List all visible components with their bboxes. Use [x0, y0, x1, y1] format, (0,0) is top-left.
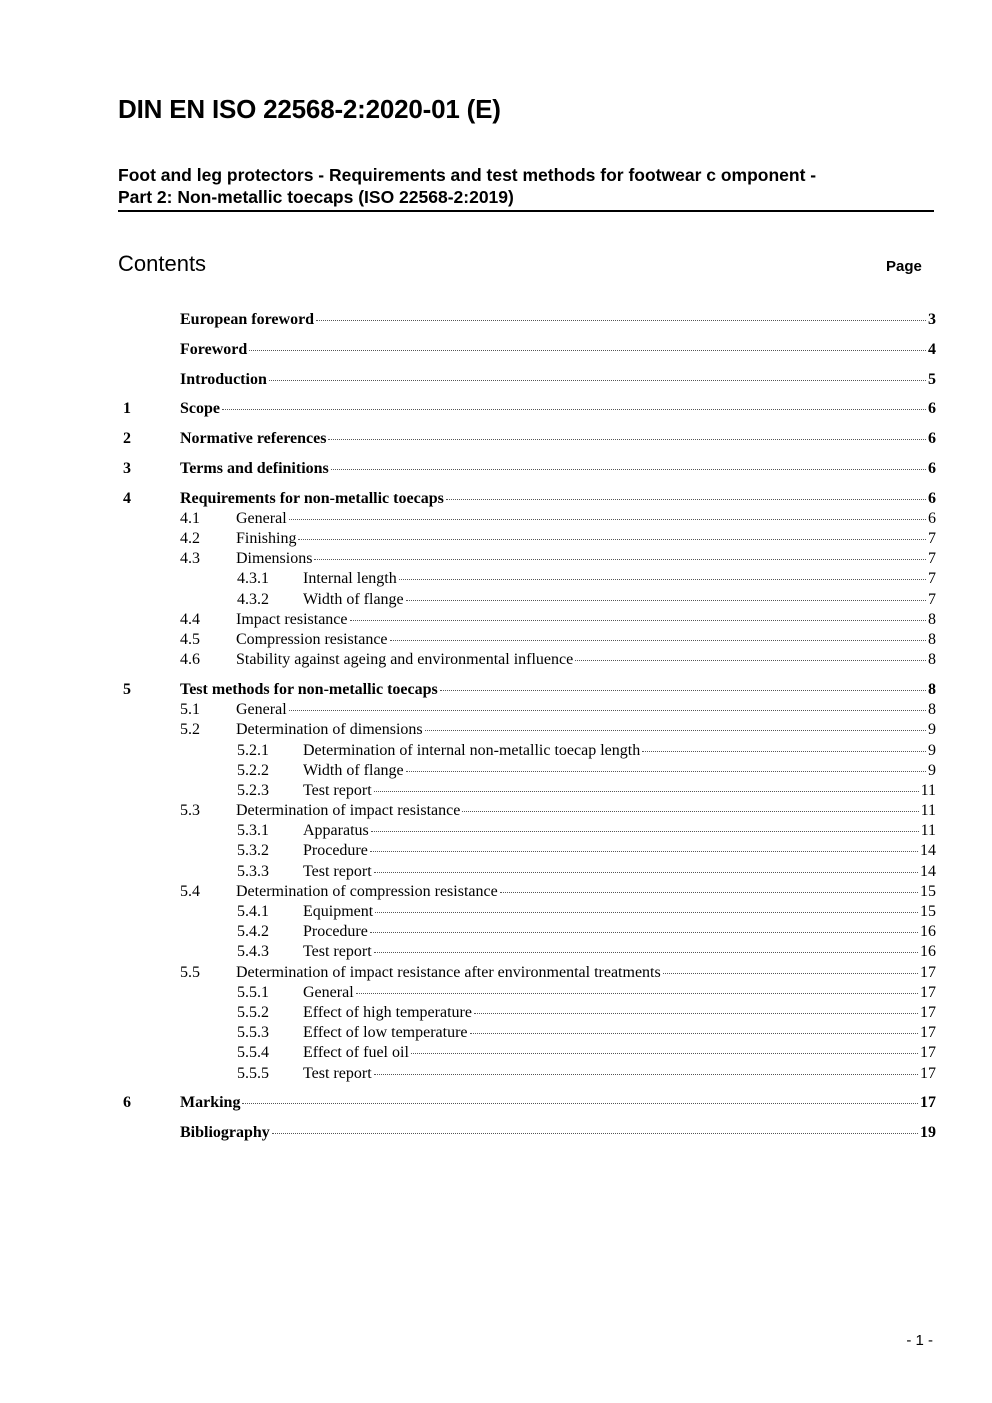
toc-entry-number: 6	[123, 1094, 131, 1112]
toc-entry-page: 9	[928, 741, 936, 759]
toc-entry-title: Determination of dimensions	[236, 721, 423, 739]
toc-entry-page: 6	[928, 400, 936, 418]
toc-entry-number: 5.2	[180, 721, 200, 739]
toc-entry-number: 5.3.3	[237, 862, 269, 880]
toc-leader	[470, 1032, 918, 1034]
toc-leader	[406, 770, 926, 772]
contents-heading: Contents	[118, 251, 207, 276]
toc-leader	[500, 891, 918, 893]
toc-leader	[575, 659, 926, 661]
toc-entry-number: 5.3.1	[237, 822, 269, 840]
document-subtitle	[118, 164, 934, 212]
toc-leader	[371, 830, 919, 832]
table-of-contents	[123, 310, 936, 1143]
toc-leader	[289, 709, 926, 711]
toc-entry-number: 5.4.1	[237, 903, 269, 921]
toc-leader	[222, 408, 926, 410]
toc-entry-title: General	[303, 983, 354, 1001]
toc-leader	[289, 518, 926, 520]
toc-entry-number: 5.5.1	[237, 983, 269, 1001]
toc-entry[interactable]	[123, 1093, 936, 1113]
toc-entry-title: Test report	[303, 781, 372, 799]
toc-entry-title: Bibliography	[180, 1124, 270, 1142]
toc-leader	[374, 871, 918, 873]
toc-entry-page: 17	[920, 1003, 936, 1021]
toc-entry-title: Terms and definitions	[180, 459, 329, 477]
toc-entry-number: 5.5	[180, 963, 200, 981]
toc-leader	[328, 438, 926, 440]
toc-entry-title: Determination of impact resistance after environmental treatments	[236, 963, 661, 981]
toc-entry-page: 17	[920, 1044, 936, 1062]
toc-entry-page: 11	[920, 781, 936, 799]
toc-leader	[375, 911, 918, 913]
toc-leader	[370, 850, 918, 852]
toc-entry[interactable]	[123, 529, 936, 549]
toc-entry-page: 8	[928, 631, 936, 648]
toc-entry[interactable]	[123, 370, 936, 390]
subtitle-line-2: Part 2: Non-metallic toecaps (ISO 22568-2:2019)	[118, 187, 514, 207]
toc-leader	[331, 468, 926, 470]
toc-entry-number: 5.5.5	[237, 1064, 269, 1082]
toc-entry[interactable]	[123, 781, 936, 801]
toc-entry-page: 11	[920, 802, 936, 820]
toc-entry-page: 14	[920, 842, 936, 860]
toc-entry-title: Dimensions	[236, 550, 313, 568]
toc-leader	[298, 538, 926, 540]
toc-entry-title: Normative references	[180, 430, 327, 448]
toc-entry-page: 17	[920, 1094, 936, 1112]
toc-entry[interactable]	[123, 680, 936, 700]
toc-entry-page: 8	[928, 701, 936, 719]
toc-entry[interactable]	[123, 549, 936, 569]
toc-entry-page: 14	[920, 862, 936, 880]
toc-entry-number: 4.6	[180, 651, 200, 669]
toc-leader	[425, 729, 926, 731]
toc-leader	[399, 578, 926, 580]
toc-entry-number: 5.3.2	[237, 842, 269, 860]
toc-entry-title: Finishing	[236, 530, 297, 548]
toc-entry-title: Test report	[303, 943, 372, 961]
toc-entry[interactable]	[123, 801, 936, 821]
toc-leader	[462, 810, 918, 812]
toc-entry-page: 15	[920, 882, 936, 900]
toc-leader	[356, 992, 918, 994]
toc-entry[interactable]	[123, 983, 936, 1003]
toc-entry[interactable]	[123, 590, 936, 610]
toc-entry-page: 17	[920, 1024, 936, 1042]
toc-entry-title: Equipment	[303, 903, 374, 921]
toc-leader	[474, 1012, 918, 1014]
toc-entry-page: 19	[920, 1124, 936, 1142]
toc-entry-page: 17	[920, 963, 936, 981]
toc-leader	[314, 558, 926, 560]
toc-entry-number: 5.2.1	[237, 741, 269, 759]
toc-entry-title: Determination of impact resistance	[236, 802, 461, 820]
toc-entry-title: Effect of fuel oil	[303, 1044, 409, 1062]
toc-leader	[663, 972, 918, 974]
toc-leader	[272, 1132, 918, 1134]
toc-entry-title: Determination of internal non-metallic toecap length	[303, 741, 641, 759]
toc-entry-page: 16	[920, 943, 936, 961]
toc-entry-title: Compression resistance	[236, 631, 388, 648]
toc-entry[interactable]	[123, 310, 936, 330]
toc-entry-title: European foreword	[180, 311, 315, 328]
toc-entry-page: 5	[928, 370, 936, 388]
toc-entry-title: Foreword	[180, 340, 248, 358]
toc-entry-number: 1	[123, 400, 131, 418]
toc-entry[interactable]	[123, 1003, 936, 1023]
toc-leader	[249, 349, 926, 351]
toc-entry-title: Test methods for non-metallic toecaps	[180, 680, 438, 698]
toc-entry-number: 5.5.3	[237, 1024, 269, 1042]
toc-entry-page: 6	[928, 459, 936, 477]
toc-entry[interactable]	[123, 610, 936, 630]
toc-entry[interactable]	[123, 882, 936, 902]
toc-entry-page: 4	[928, 340, 936, 358]
toc-entry-number: 2	[123, 430, 131, 448]
toc-entry-page: 8	[928, 651, 936, 669]
toc-entry-number: 5.1	[180, 701, 200, 719]
toc-entry[interactable]	[123, 1023, 936, 1043]
toc-entry-number: 4.3	[180, 550, 200, 568]
toc-entry-title: Width of flange	[303, 590, 404, 608]
toc-entry-number: 5.2.2	[237, 761, 269, 779]
toc-entry-page: 9	[928, 721, 936, 739]
toc-entry-page: 8	[928, 680, 936, 698]
toc-entry-title: Test report	[303, 862, 372, 880]
toc-entry-title: Test report	[303, 1064, 372, 1082]
toc-entry-number: 4.4	[180, 610, 200, 628]
toc-entry-page: 6	[928, 509, 936, 527]
toc-entry-number: 5	[123, 680, 131, 698]
toc-leader	[374, 1073, 918, 1075]
toc-entry[interactable]	[123, 942, 936, 962]
toc-entry[interactable]	[123, 630, 936, 650]
toc-leader	[411, 1052, 918, 1054]
document-id: DIN EN ISO 22568-2:2020-01 (E)	[118, 94, 501, 124]
toc-entry-title: Stability against ageing and environmental influence	[236, 651, 574, 669]
toc-entry-title: Apparatus	[303, 822, 369, 840]
toc-entry-title: Requirements for non-metallic toecaps	[180, 489, 444, 507]
toc-leader	[374, 790, 919, 792]
toc-entry-title: General	[236, 509, 287, 527]
toc-entry-page: 17	[920, 983, 936, 1001]
toc-entry-number: 5.4.2	[237, 923, 269, 941]
toc-leader	[269, 379, 926, 381]
toc-entry[interactable]	[123, 569, 936, 589]
toc-entry-title: Effect of high temperature	[303, 1003, 472, 1021]
toc-entry[interactable]	[123, 399, 936, 419]
toc-entry[interactable]	[123, 720, 936, 740]
toc-leader	[440, 689, 926, 691]
toc-leader	[350, 619, 927, 621]
toc-entry-title: Determination of compression resistance	[236, 882, 498, 900]
toc-entry-title: Marking	[180, 1094, 241, 1112]
toc-entry-number: 5.2.3	[237, 781, 269, 799]
page-number: - 1 -	[906, 1332, 933, 1349]
toc-leader	[406, 599, 926, 601]
toc-leader	[374, 951, 918, 953]
toc-leader	[642, 750, 926, 752]
toc-entry-page: 16	[920, 923, 936, 941]
toc-entry-page: 15	[920, 903, 936, 921]
toc-entry-page: 9	[928, 761, 936, 779]
toc-entry-page: 7	[928, 590, 936, 608]
toc-entry-page: 11	[920, 822, 936, 840]
toc-entry-number: 4.3.2	[237, 590, 269, 608]
toc-entry-page: 7	[928, 550, 936, 568]
toc-entry-title: Scope	[180, 400, 220, 418]
toc-entry-title: Impact resistance	[236, 610, 348, 628]
subtitle-line-1: Foot and leg protectors - Requirements and test methods for footwear c omponent -	[118, 165, 817, 185]
toc-entry[interactable]	[123, 761, 936, 781]
toc-entry-number: 4.5	[180, 631, 200, 648]
toc-entry[interactable]	[123, 841, 936, 861]
toc-entry[interactable]	[123, 489, 936, 509]
toc-entry[interactable]	[123, 1064, 936, 1084]
toc-entry-page: 8	[928, 610, 936, 628]
toc-entry[interactable]	[123, 650, 936, 670]
toc-entry[interactable]	[123, 1123, 936, 1143]
toc-entry[interactable]	[123, 1043, 936, 1063]
toc-entry[interactable]	[123, 459, 936, 479]
toc-entry[interactable]	[123, 862, 936, 882]
toc-entry-number: 4.2	[180, 530, 200, 548]
toc-entry[interactable]	[123, 922, 936, 942]
toc-entry[interactable]	[123, 340, 936, 360]
toc-entry-number: 4	[123, 489, 131, 507]
toc-entry-number: 4.3.1	[237, 570, 269, 588]
toc-entry-title: Procedure	[303, 842, 368, 860]
toc-entry-title: Internal length	[303, 570, 397, 588]
toc-entry[interactable]	[123, 509, 936, 529]
toc-entry-page: 6	[928, 430, 936, 448]
toc-entry-page: 17	[920, 1064, 936, 1082]
toc-entry-page: 3	[928, 311, 936, 328]
toc-entry-number: 5.5.2	[237, 1003, 269, 1021]
toc-entry[interactable]	[123, 700, 936, 720]
toc-entry-title: Effect of low temperature	[303, 1024, 468, 1042]
toc-leader	[390, 639, 926, 641]
toc-entry-number: 5.4	[180, 882, 200, 900]
toc-entry-number: 3	[123, 459, 131, 477]
toc-entry-title: Introduction	[180, 370, 267, 388]
toc-leader	[370, 931, 918, 933]
toc-entry-number: 5.5.4	[237, 1044, 269, 1062]
toc-leader	[316, 319, 926, 321]
toc-leader	[446, 498, 926, 500]
toc-entry-page: 7	[928, 570, 936, 588]
toc-entry-number: 4.1	[180, 509, 200, 527]
page-column-heading: Page	[886, 258, 922, 275]
toc-entry-title: Procedure	[303, 923, 368, 941]
toc-entry[interactable]	[123, 963, 936, 983]
toc-entry[interactable]	[123, 741, 936, 761]
toc-entry[interactable]	[123, 429, 936, 449]
toc-entry-number: 5.3	[180, 802, 200, 820]
toc-leader	[242, 1102, 918, 1104]
toc-entry-number: 5.4.3	[237, 943, 269, 961]
toc-entry-page: 6	[928, 489, 936, 507]
toc-entry-title: General	[236, 701, 287, 719]
toc-entry-page: 7	[928, 530, 936, 548]
toc-entry-title: Width of flange	[303, 761, 404, 779]
toc-entry[interactable]	[123, 902, 936, 922]
toc-entry[interactable]	[123, 821, 936, 841]
